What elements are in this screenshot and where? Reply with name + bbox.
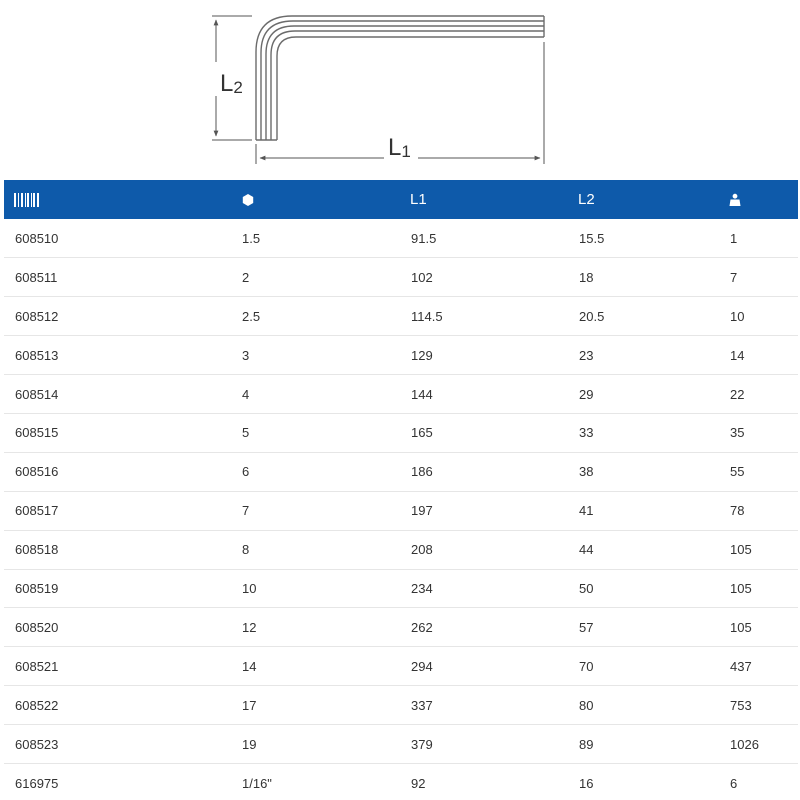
cell-size: 1/16" (242, 775, 272, 791)
cell-size: 3 (242, 347, 250, 363)
cell-l2: 57 (579, 619, 594, 635)
cell-l1: 114.5 (411, 308, 443, 324)
cell-article: 608517 (15, 503, 59, 519)
cell-l1: 186 (411, 464, 433, 480)
l1-label: L1 (388, 134, 411, 161)
cell-l2: 50 (579, 580, 594, 596)
cell-size: 12 (242, 619, 257, 635)
cell-weight: 105 (730, 542, 752, 558)
cell-l1: 129 (411, 347, 433, 363)
cell-l2: 33 (579, 425, 594, 441)
cell-l2: 44 (579, 542, 594, 558)
table-row (4, 725, 798, 764)
cell-weight: 105 (730, 619, 752, 635)
cell-l1: 102 (411, 269, 433, 285)
cell-l2: 80 (579, 697, 594, 713)
table-row (4, 530, 798, 569)
table-row (4, 452, 798, 491)
cell-article: 608523 (15, 736, 59, 752)
cell-l2: 38 (579, 464, 594, 480)
cell-size: 5 (242, 425, 250, 441)
cell-weight: 10 (730, 308, 745, 324)
weight-icon (729, 193, 741, 207)
table-row (4, 569, 798, 608)
cell-weight: 7 (730, 269, 738, 285)
cell-l2: 23 (579, 347, 594, 363)
table-row (4, 375, 798, 414)
cell-article: 608522 (15, 697, 59, 713)
cell-weight: 1026 (730, 736, 759, 752)
column-header-article[interactable] (4, 180, 231, 219)
cell-article: 608519 (15, 580, 59, 596)
hexagon-icon (241, 193, 255, 207)
cell-size: 14 (242, 658, 257, 674)
cell-l2: 18 (579, 269, 594, 285)
cell-l1: 234 (411, 580, 433, 596)
cell-l2: 41 (579, 503, 594, 519)
cell-article: 616975 (15, 775, 59, 791)
cell-article: 608521 (15, 658, 59, 674)
cell-size: 4 (242, 386, 250, 402)
table-row (4, 491, 798, 530)
cell-article: 608511 (15, 269, 58, 285)
cell-size: 2 (242, 269, 250, 285)
cell-article: 608510 (15, 230, 59, 246)
cell-article: 608512 (15, 308, 59, 324)
column-header-weight[interactable] (719, 180, 798, 219)
cell-l1: 208 (411, 542, 433, 558)
cell-size: 19 (242, 736, 257, 752)
cell-l1: 337 (411, 697, 433, 713)
cell-weight: 437 (730, 658, 752, 674)
table-row (4, 647, 798, 686)
cell-weight: 22 (730, 386, 745, 402)
table-row (4, 413, 798, 452)
cell-size: 10 (242, 580, 257, 596)
hex-key-diagram (0, 0, 800, 180)
cell-weight: 35 (730, 425, 745, 441)
cell-l1: 165 (411, 425, 433, 441)
cell-size: 7 (242, 503, 250, 519)
cell-weight: 14 (730, 347, 745, 363)
table-row (4, 297, 798, 336)
barcode-icon (14, 193, 40, 207)
column-header-l1[interactable]: L1 (410, 191, 427, 208)
cell-article: 608513 (15, 347, 59, 363)
table-row (4, 608, 798, 647)
cell-weight: 6 (730, 775, 738, 791)
table-row (4, 686, 798, 725)
table-row (4, 258, 798, 297)
column-header-size[interactable] (231, 180, 400, 219)
l2-label: L2 (220, 70, 243, 97)
cell-article: 608520 (15, 619, 59, 635)
cell-article: 608518 (15, 542, 59, 558)
cell-size: 1.5 (242, 230, 261, 246)
table-row (4, 763, 798, 800)
cell-l2: 20.5 (579, 308, 605, 324)
cell-l1: 262 (411, 619, 433, 635)
hex-key-shape (256, 16, 544, 140)
cell-weight: 1 (730, 230, 738, 246)
cell-l1: 379 (411, 736, 433, 752)
table-row (4, 336, 798, 375)
cell-size: 8 (242, 542, 250, 558)
cell-weight: 753 (730, 697, 752, 713)
table-header-row (4, 180, 798, 219)
cell-weight: 55 (730, 464, 745, 480)
cell-l2: 16 (579, 775, 594, 791)
cell-article: 608516 (15, 464, 59, 480)
cell-size: 6 (242, 464, 250, 480)
cell-l1: 144 (411, 386, 433, 402)
cell-l1: 294 (411, 658, 433, 674)
cell-l1: 92 (411, 775, 426, 791)
cell-l2: 29 (579, 386, 594, 402)
cell-size: 17 (242, 697, 257, 713)
cell-size: 2.5 (242, 308, 261, 324)
cell-article: 608515 (15, 425, 59, 441)
spec-table (4, 180, 798, 800)
table-row (4, 219, 798, 258)
cell-l1: 91.5 (411, 230, 437, 246)
cell-l1: 197 (411, 503, 433, 519)
cell-l2: 70 (579, 658, 594, 674)
cell-l2: 15.5 (579, 230, 605, 246)
cell-article: 608514 (15, 386, 59, 402)
cell-l2: 89 (579, 736, 594, 752)
cell-weight: 105 (730, 580, 752, 596)
column-header-l2[interactable]: L2 (578, 191, 595, 208)
cell-weight: 78 (730, 503, 745, 519)
